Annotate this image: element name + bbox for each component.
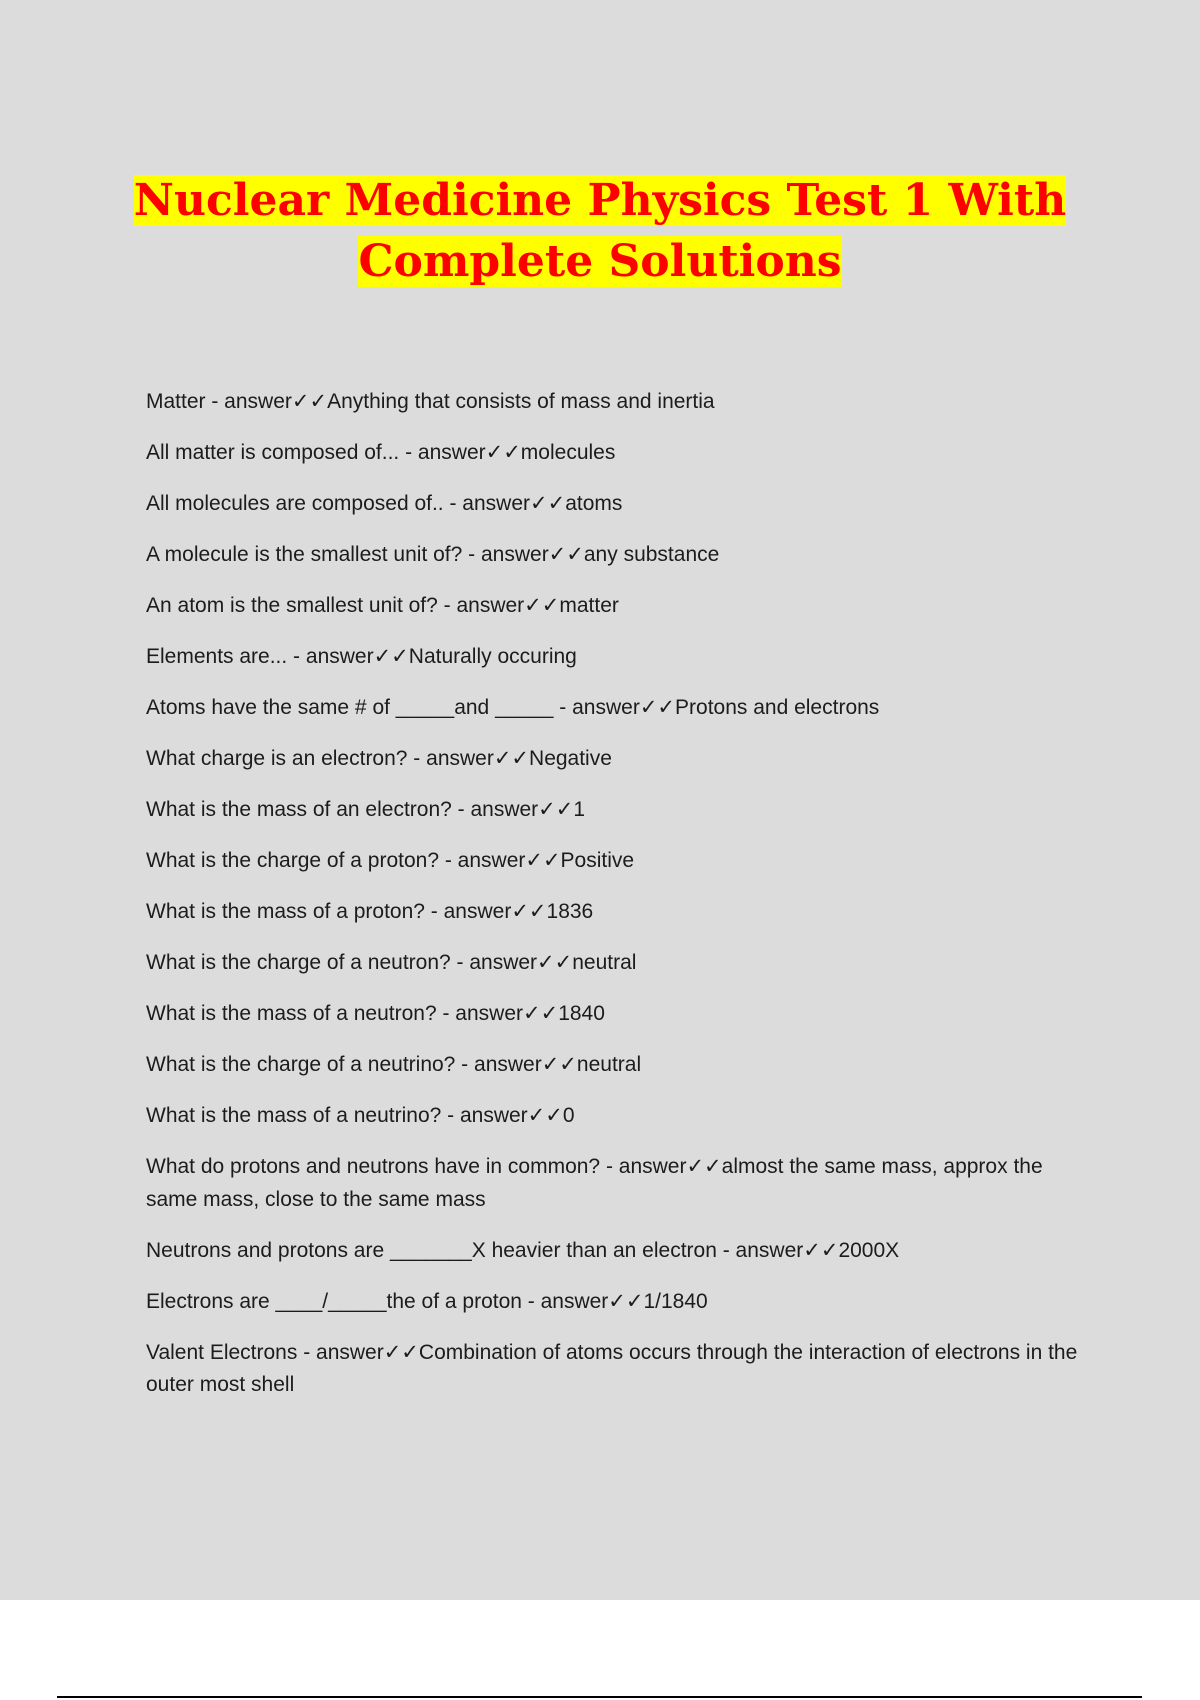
qa-item: What is the charge of a proton? - answer✓✓Positive [146, 849, 635, 872]
qa-item: Matter - answer✓✓Anything that consists of mass and inertia [146, 390, 715, 413]
qa-item: What do protons and neutrons have in common? - answer✓✓almost the same mass, approx the same mass, close to the same mass [146, 1155, 1043, 1211]
qa-item: Elements are... - answer✓✓Naturally occuring [146, 645, 577, 668]
qa-item: What is the mass of a neutrino? - answer✓✓0 [146, 1104, 575, 1127]
qa-item: An atom is the smallest unit of? - answer✓✓matter [146, 594, 619, 617]
qa-item: Valent Electrons - answer✓✓Combination of atoms occurs through the interaction of electrons in the outer most shell [146, 1340, 1078, 1396]
qa-item: What is the charge of a neutron? - answer✓✓neutral [146, 951, 637, 974]
qa-item: What is the mass of a proton? - answer✓✓1836 [146, 900, 594, 923]
qa-item: What is the mass of an electron? - answer✓✓1 [146, 798, 586, 821]
title-line-2: Complete Solutions [358, 236, 842, 287]
qa-item: A molecule is the smallest unit of? - answer✓✓any substance [146, 543, 720, 566]
qa-item: Electrons are ____/_____the of a proton - answer✓✓1/1840 [146, 1289, 708, 1313]
qa-item: All matter is composed of... - answer✓✓molecules [146, 441, 616, 464]
qa-item: Neutrons and protons are _______X heavier than an electron - answer✓✓2000X [146, 1238, 900, 1262]
qa-list [146, 386, 1086, 1420]
footer-divider [57, 1696, 1142, 1698]
qa-item: All molecules are composed of.. - answer✓✓atoms [146, 492, 623, 515]
document-title [0, 170, 1200, 292]
qa-item: What charge is an electron? - answer✓✓Negative [146, 747, 612, 770]
title-line-1: Nuclear Medicine Physics Test 1 With [133, 175, 1067, 226]
qa-item: What is the mass of a neutron? - answer✓✓1840 [146, 1002, 605, 1025]
qa-item: Atoms have the same # of _____and _____ - answer✓✓Protons and electrons [146, 696, 880, 719]
qa-item: What is the charge of a neutrino? - answer✓✓neutral [146, 1053, 642, 1076]
